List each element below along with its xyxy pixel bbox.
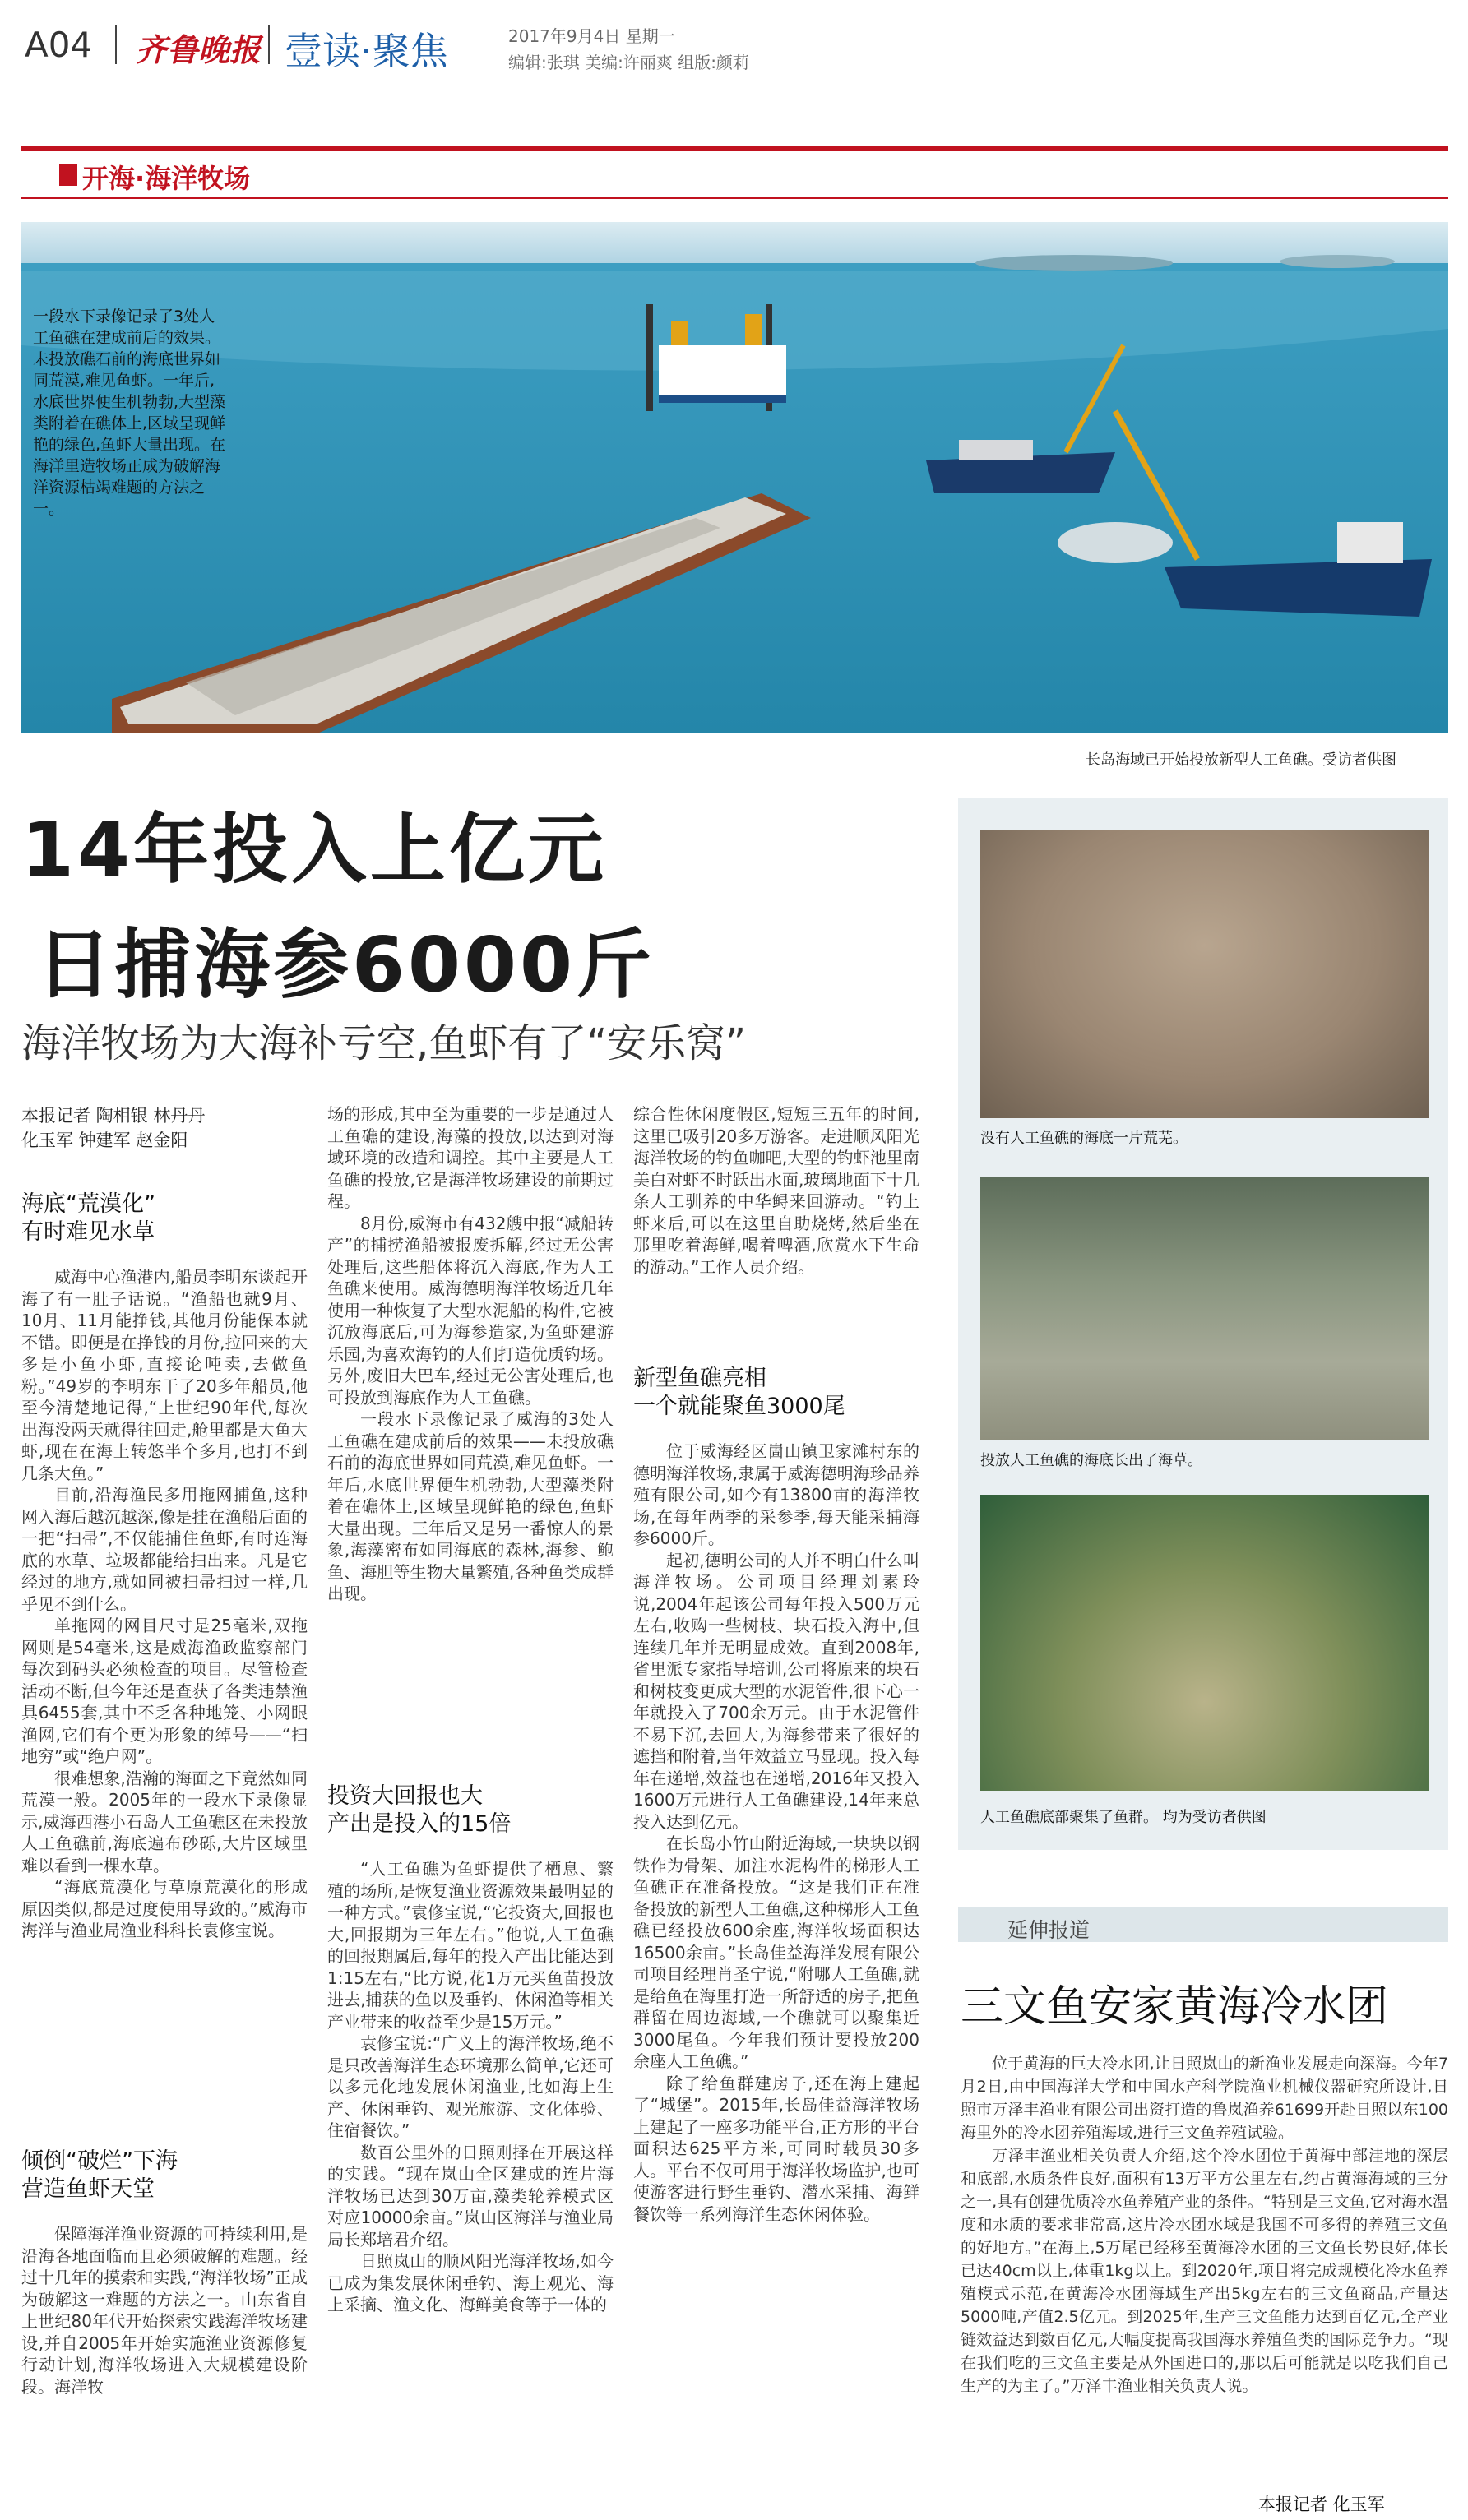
paragraph: 位于威海经区崮山镇卫家滩村东的德明海洋牧场,隶属于威海德明海珍品养殖有限公司,如今有13800亩的海洋牧场,在每年两季的采参季,每天能采捕海参6000斤。 [633, 1441, 919, 1548]
section-marker [59, 164, 77, 186]
section-label: 开海·海洋牧场 [82, 163, 251, 194]
extension-title: 三文鱼安家黄海冷水团 [961, 1982, 1389, 2032]
col2-subhead [327, 1782, 511, 1838]
extension-byline: 本报记者 化玉军 [1258, 2495, 1385, 2514]
paragraph: 万泽丰渔业相关负责人介绍,这个冷水团位于黄海中部洼地的深层和底部,水质条件良好,面积有13万平方公里左右,约占黄海海域的三分之一,具有创建优质冷水鱼养殖产业的条件。“特别是三文鱼,它对海水温度和水质的要求非常高,这片冷水团水域是我国不可多得的养殖三文鱼的好地方。”在海上,5万尾已经移至黄海冷水团的三文鱼长势良好,体长已达40cm以上,体重1kg以上。到2020年,项目将完成规模化冷水鱼养殖模式示范,在黄海冷水团海域生产出5kg左右的三文鱼商品,产量达5000吨,产值2.5亿元。到2025年,生产三文鱼能力达到百亿元,全产业链效益达到数百亿元,大幅度提高我国海水养殖鱼类的国际竞争力。“现在我们吃的三文鱼主要是从外国进口的,那以后可能就是以吃我们自己生产的为主了。”万泽丰渔业相关负责人说。 [961, 2147, 1448, 2395]
paragraph: 8月份,威海市有432艘中报“减船转产”的捕捞渔船被报废拆解,经过无公害处理后,这些船体将沉入海底,作为人工鱼礁来使用。威海德明海洋牧场近几年使用一种恢复了大型水泥船的构件,它被沉放海底后,可为海参造家,为鱼虾建游乐园,为喜欢海钓的人们打造优质钓场。另外,废旧大巴车,经过无公害处理后,也可投放到海底作为人工鱼礁。 [327, 1213, 614, 1408]
extension-label: 延伸报道 [1007, 1918, 1091, 1942]
subhead-line: 倾倒“破烂”下海 [21, 2148, 178, 2174]
paragraph: 单拖网的网目尺寸是25毫米,双拖网则是54毫米,这是威海渔政监察部门每次到码头必须检查的项目。尽管检查活动不断,但今年还是查获了各类违禁渔具6455套,其中不乏各种地笼、小网眼渔网,它们有个更为形象的绰号——“扫地穷”或“绝户网”。 [21, 1616, 308, 1766]
subhead-line: 海底“荒漠化” [21, 1191, 155, 1217]
subhead-line: 新型鱼礁亮相 [633, 1366, 766, 1391]
photo-caption-2: 投放人工鱼礁的海底长出了海草。 [980, 1452, 1202, 1469]
paragraph: 保障海洋渔业资源的可持续利用,是沿海各地面临而且必须破解的难题。经过十几年的摸索和实践,“海洋牧场”正成为破解这一难题的方法之一。山东省自上世纪80年代开始探索实践海洋牧场建设,并自2005年开始实施渔业资源修复行动计划,海洋牧场进入大规模建设阶段。海洋牧 [21, 2224, 308, 2397]
col1-subhead-2 [21, 2148, 178, 2203]
paragraph: 综合性休闲度假区,短短三五年的时间,这里已吸引20多万游客。走进顺风阳光海洋牧场的钓鱼咖吧,大型的钓虾池里南美白对虾不时跃出水面,玻璃地面下十几条人工驯养的中华鲟来回游动。“钓上虾来后,可以在这里自助烧烤,然后坐在那里吃着海鲜,喝着啤酒,欣赏水下生命的游动。”工作人员介绍。 [633, 1104, 919, 1277]
photo-caption-1: 没有人工鱼礁的海底一片荒芜。 [980, 1130, 1188, 1147]
paragraph: 目前,沿海渔民多用拖网捕鱼,这种网入海后越沉越深,像是挂在渔船后面的一把“扫帚”,不仅能捕住鱼虾,有时连海底的水草、垃圾都能给扫出来。凡是它经过的地方,就如同被扫帚扫过一样,几乎见不到什么。 [21, 1485, 308, 1614]
paragraph: 在长岛小竹山附近海域,一块块以钢铁作为骨架、加注水泥构件的梯形人工鱼礁正在准备投放。“这是我们正在准备投放的新型人工鱼礁,这种梯形人工鱼礁已经投放600余座,海洋牧场面积达16500余亩。”长岛佳益海洋发展有限公司项目经理肖圣宁说,“附哪人工鱼礁,就是给鱼在海里打造一所舒适的房子,把鱼群留在周边海域,一个礁就可以聚集近3000尾鱼。今年我们预计要投放200余座人工鱼礁。” [633, 1833, 919, 2071]
main-photo [21, 222, 1448, 733]
header-divider [268, 25, 270, 64]
editor-credits: 编辑:张琪 美编:许丽爽 组版:颜莉 [508, 53, 749, 72]
extension-body [961, 2052, 1448, 2397]
seaweed-seabed-photo [980, 1177, 1429, 1440]
paragraph: 数百公里外的日照则择在开展这样的实践。“现在岚山全区建成的连片海洋牧场已达到30万亩,藻类轮养模式区对应10000余亩。”岚山区海洋与渔业局局长郑培君介绍。 [327, 2142, 614, 2250]
paragraph: 威海中心渔港内,船员李明东谈起开海了有一肚子话说。“渔船也就9月、10月、11月能挣钱,其他月份能保本就不错。即便是在挣钱的月份,拉回来的大多是小鱼小虾,直接论吨卖,去做鱼粉。”49岁的李明东干了20多年船员,他至今清楚地记得,“上世纪90年代,每次出海没两天就得往回走,舱里都是大鱼大虾,现在在海上转悠半个多月,也打不到几条大鱼。” [21, 1267, 308, 1483]
barren-seabed-photo [980, 830, 1429, 1118]
section-rule [21, 146, 1448, 151]
article-column-2a [327, 1103, 614, 1605]
article-column-1a [21, 1266, 308, 1942]
photo-caption-3: 人工鱼礁底部聚集了鱼群。 均为受访者供图 [980, 1809, 1267, 1826]
paper-logo: 齐鲁晚报 [136, 31, 262, 68]
headline-subtitle: 海洋牧场为大海补亏空,鱼虾有了“安乐窝” [21, 1020, 746, 1066]
paragraph: 袁修宝说:“广义上的海洋牧场,绝不是只改善海洋生态环境那么简单,它还可以多元化地发展休闲渔业,比如海上生产、休闲垂钓、观光旅游、文化体验、住宿餐饮。” [327, 2033, 614, 2140]
paragraph: 场的形成,其中至为重要的一步是通过人工鱼礁的建设,海藻的投放,以达到对海域环境的改造和调控。其中主要是人工鱼礁的投放,它是海洋牧场建设的前期过程。 [327, 1104, 614, 1211]
headline-line2: 日捕海参6000斤 [36, 921, 655, 1009]
subhead-line: 产出是投入的15倍 [327, 1811, 512, 1837]
col3-subhead [633, 1365, 845, 1421]
header-divider [115, 25, 117, 64]
subhead-line: 投资大回报也大 [327, 1783, 483, 1809]
col1-subhead-1 [21, 1191, 155, 1246]
paragraph: 位于黄海的巨大冷水团,让日照岚山的新渔业发展走向深海。今年7月2日,由中国海洋大学和中国水产科学院渔业机械仪器研究所设计,日照市万泽丰渔业有限公司出资打造的鲁岚渔养61699开赴日照以东100海里外的冷水团养殖海域,进行三文鱼养殖试验。 [961, 2055, 1448, 2142]
article-column-2b [327, 1858, 614, 2316]
byline-line1: 本报记者 陶相银 林丹丹 [21, 1106, 206, 1126]
fish-reef-photo [980, 1495, 1429, 1791]
photo-overlay-text: 一段水下录像记录了3处人工鱼礁在建成前后的效果。未投放礁石前的海底世界如同荒漠,难见鱼虾。一年后,水底世界便生机勃勃,大型藻类附着在礁体上,区域呈现鲜艳的绿色,鱼虾大量出现。在海洋里造牧场正成为破解海洋资源枯竭难题的方法之一。 [33, 307, 226, 518]
article-column-3b [633, 1440, 919, 2225]
paragraph: “海底荒漠化与草原荒漠化的形成原因类似,都是过度使用导致的。”威海市海洋与渔业局渔业科科长袁修宝说。 [21, 1877, 308, 1940]
article-column-1b [21, 2223, 308, 2397]
paragraph: 很难想象,浩瀚的海面之下竟然如同荒漠一般。2005年的一段水下录像显示,威海西港小石岛人工鱼礁区在未投放人工鱼礁前,海底遍布砂砾,大片区域里难以看到一棵水草。 [21, 1768, 308, 1875]
paragraph: 除了给鱼群建房子,还在海上建起了“城堡”。2015年,长岛佳益海洋牧场上建起了一座多功能平台,正方形的平台面积达625平方米,可同时载员30多人。平台不仅可用于海洋牧场监护,也可使游客进行野生垂钓、潜水采捕、海鲜餐饮等一系列海洋生态休闲体验。 [633, 2073, 919, 2224]
subhead-line: 有时难见水草 [21, 1219, 155, 1245]
ocean-scene-illustration [21, 222, 1448, 733]
byline-line2: 化玉军 钟建军 赵金阳 [21, 1131, 188, 1150]
byline [21, 1103, 205, 1153]
paragraph: 日照岚山的顺风阳光海洋牧场,如今已成为集发展休闲垂钓、海上观光、海上采摘、渔文化、海鲜美食等于一体的 [327, 2251, 614, 2314]
page-number: A04 [25, 25, 93, 65]
section-title: 壹读·聚焦 [285, 29, 448, 73]
subhead-line: 一个就能聚鱼3000尾 [633, 1394, 845, 1419]
paragraph: 一段水下录像记录了威海的3处人工鱼礁在建成前后的效果——未投放礁石前的海底世界如同荒漠,难见鱼虾。一年后,水底世界便生机勃勃,大型藻类附着在礁体上,区域呈现鲜艳的绿色,鱼虾大量出现。三年后又是另一番惊人的景象,海藻密布如同海底的森林,海参、鲍鱼、海胆等生物大量繁殖,各种鱼类成群出现。 [327, 1409, 614, 1603]
section-underline [21, 197, 1448, 199]
issue-date: 2017年9月4日 星期一 [508, 26, 675, 46]
paragraph: 起初,德明公司的人并不明白什么叫海洋牧场。公司项目经理刘素玲说,2004年起该公司每年投入500万元左右,收购一些树枝、块石投入海中,但连续几年并无明显成效。直到2008年,省里派专家指导培训,公司将原来的块石和树枝变更成大型的水泥管件,很下心一年就投入了700余万元。由于水泥管件不易下沉,去回大,为海参带来了很好的遮挡和附着,当年效益立马显现。投入每年在递增,效益也在递增,2016年又投入1600万元进行人工鱼礁建设,14年来总投入达到亿元。 [633, 1550, 919, 1832]
headline-line1: 14年投入上亿元 [21, 806, 608, 894]
paragraph: “人工鱼礁为鱼虾提供了栖息、繁殖的场所,是恢复渔业资源效果最明显的一种方式。”袁修宝说,“它投资大,回报也大,回报期为三年左右。”他说,人工鱼礁的回报期属后,每年的投入产出比能达到1:15左右,“比方说,花1万元买鱼苗投放进去,捕获的鱼以及垂钓、休闲渔等相关产业带来的收益至少是15万元。” [327, 1859, 614, 2032]
subhead-line: 营造鱼虾天堂 [21, 2176, 155, 2202]
article-column-3a [633, 1103, 919, 1278]
photo-caption: 长岛海域已开始投放新型人工鱼礁。受访者供图 [1086, 751, 1396, 769]
